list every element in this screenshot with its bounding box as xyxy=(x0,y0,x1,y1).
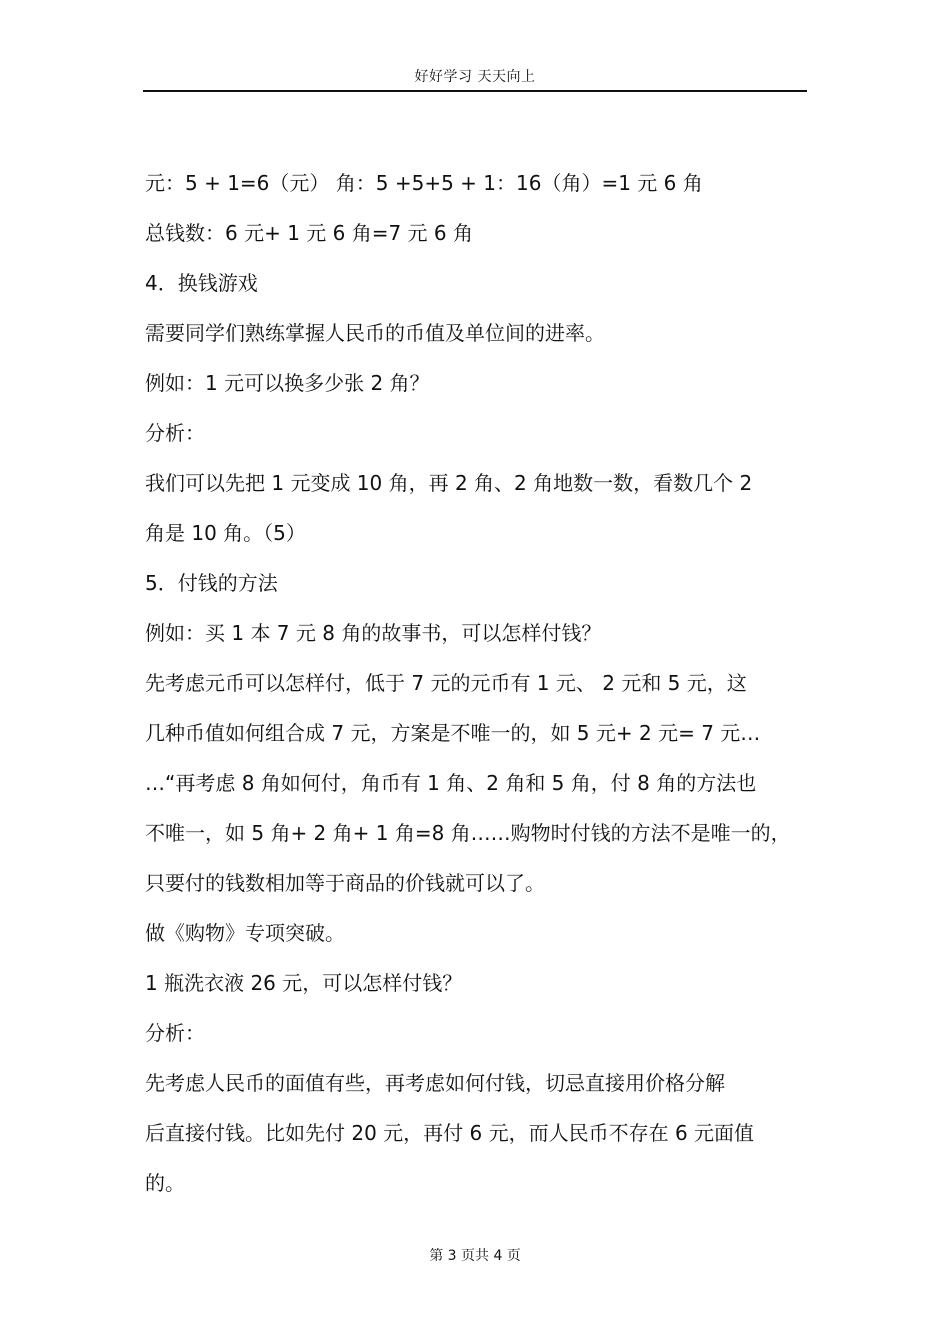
page-header xyxy=(143,66,807,92)
body-line-15: 只要付的钱数相加等于商品的价钱就可以了。 xyxy=(145,871,545,895)
header-text: 好好学习 天天向上 xyxy=(414,69,536,85)
body-line-2: 总钱数：6 元+ 1 元 6 角=7 元 6 角 xyxy=(145,221,473,245)
body-line-1: 元：5 + 1=6（元） 角：5 +5+5 + 1：16（角）=1 元 6 角 xyxy=(145,171,703,195)
body-line-4: 需要同学们熟练掌握人民币的币值及单位间的进率。 xyxy=(145,321,605,345)
body-line-8: 角是 10 角。（5） xyxy=(145,521,306,545)
body-line-10: 例如：买 1 本 7 元 8 角的故事书，可以怎样付钱？ xyxy=(145,621,602,645)
body-line-16: 做《购物》专项突破。 xyxy=(145,921,345,945)
body-line-17: 1 瓶洗衣液 26 元，可以怎样付钱？ xyxy=(145,971,463,995)
body-line-21: 的。 xyxy=(145,1171,185,1195)
body-line-13: …“再考虑 8 角如何付，角币有 1 角、2 角和 5 角，付 8 角的方法也 xyxy=(145,771,757,795)
section-heading-4: 4．换钱游戏 xyxy=(145,271,258,295)
body-line-12: 几种币值如何组合成 7 元，方案是不唯一的，如 5 元+ 2 元= 7 元… xyxy=(145,721,761,745)
analysis-label-2: 分析： xyxy=(145,1021,205,1045)
body-line-19: 先考虑人民币的面值有些，再考虑如何付钱，切忌直接用价格分解 xyxy=(145,1071,725,1095)
page-number: 第 3 页共 4 页 xyxy=(429,1248,521,1264)
body-line-11: 先考虑元币可以怎样付，低于 7 元的元币有 1 元、 2 元和 5 元，这 xyxy=(145,671,747,695)
document-body xyxy=(145,158,825,1208)
analysis-label: 分析： xyxy=(145,421,205,445)
page-footer xyxy=(0,1246,950,1266)
section-heading-5: 5．付钱的方法 xyxy=(145,571,278,595)
body-line-7: 我们可以先把 1 元变成 10 角，再 2 角、2 角地数一数，看数几个 2 xyxy=(145,471,753,495)
body-line-14: 不唯一，如 5 角+ 2 角+ 1 角=8 角……购物时付钱的方法不是唯一的， xyxy=(145,821,791,845)
body-line-20: 后直接付钱。比如先付 20 元，再付 6 元，而人民币不存在 6 元面值 xyxy=(145,1121,755,1145)
body-line-5: 例如：1 元可以换多少张 2 角？ xyxy=(145,371,430,395)
